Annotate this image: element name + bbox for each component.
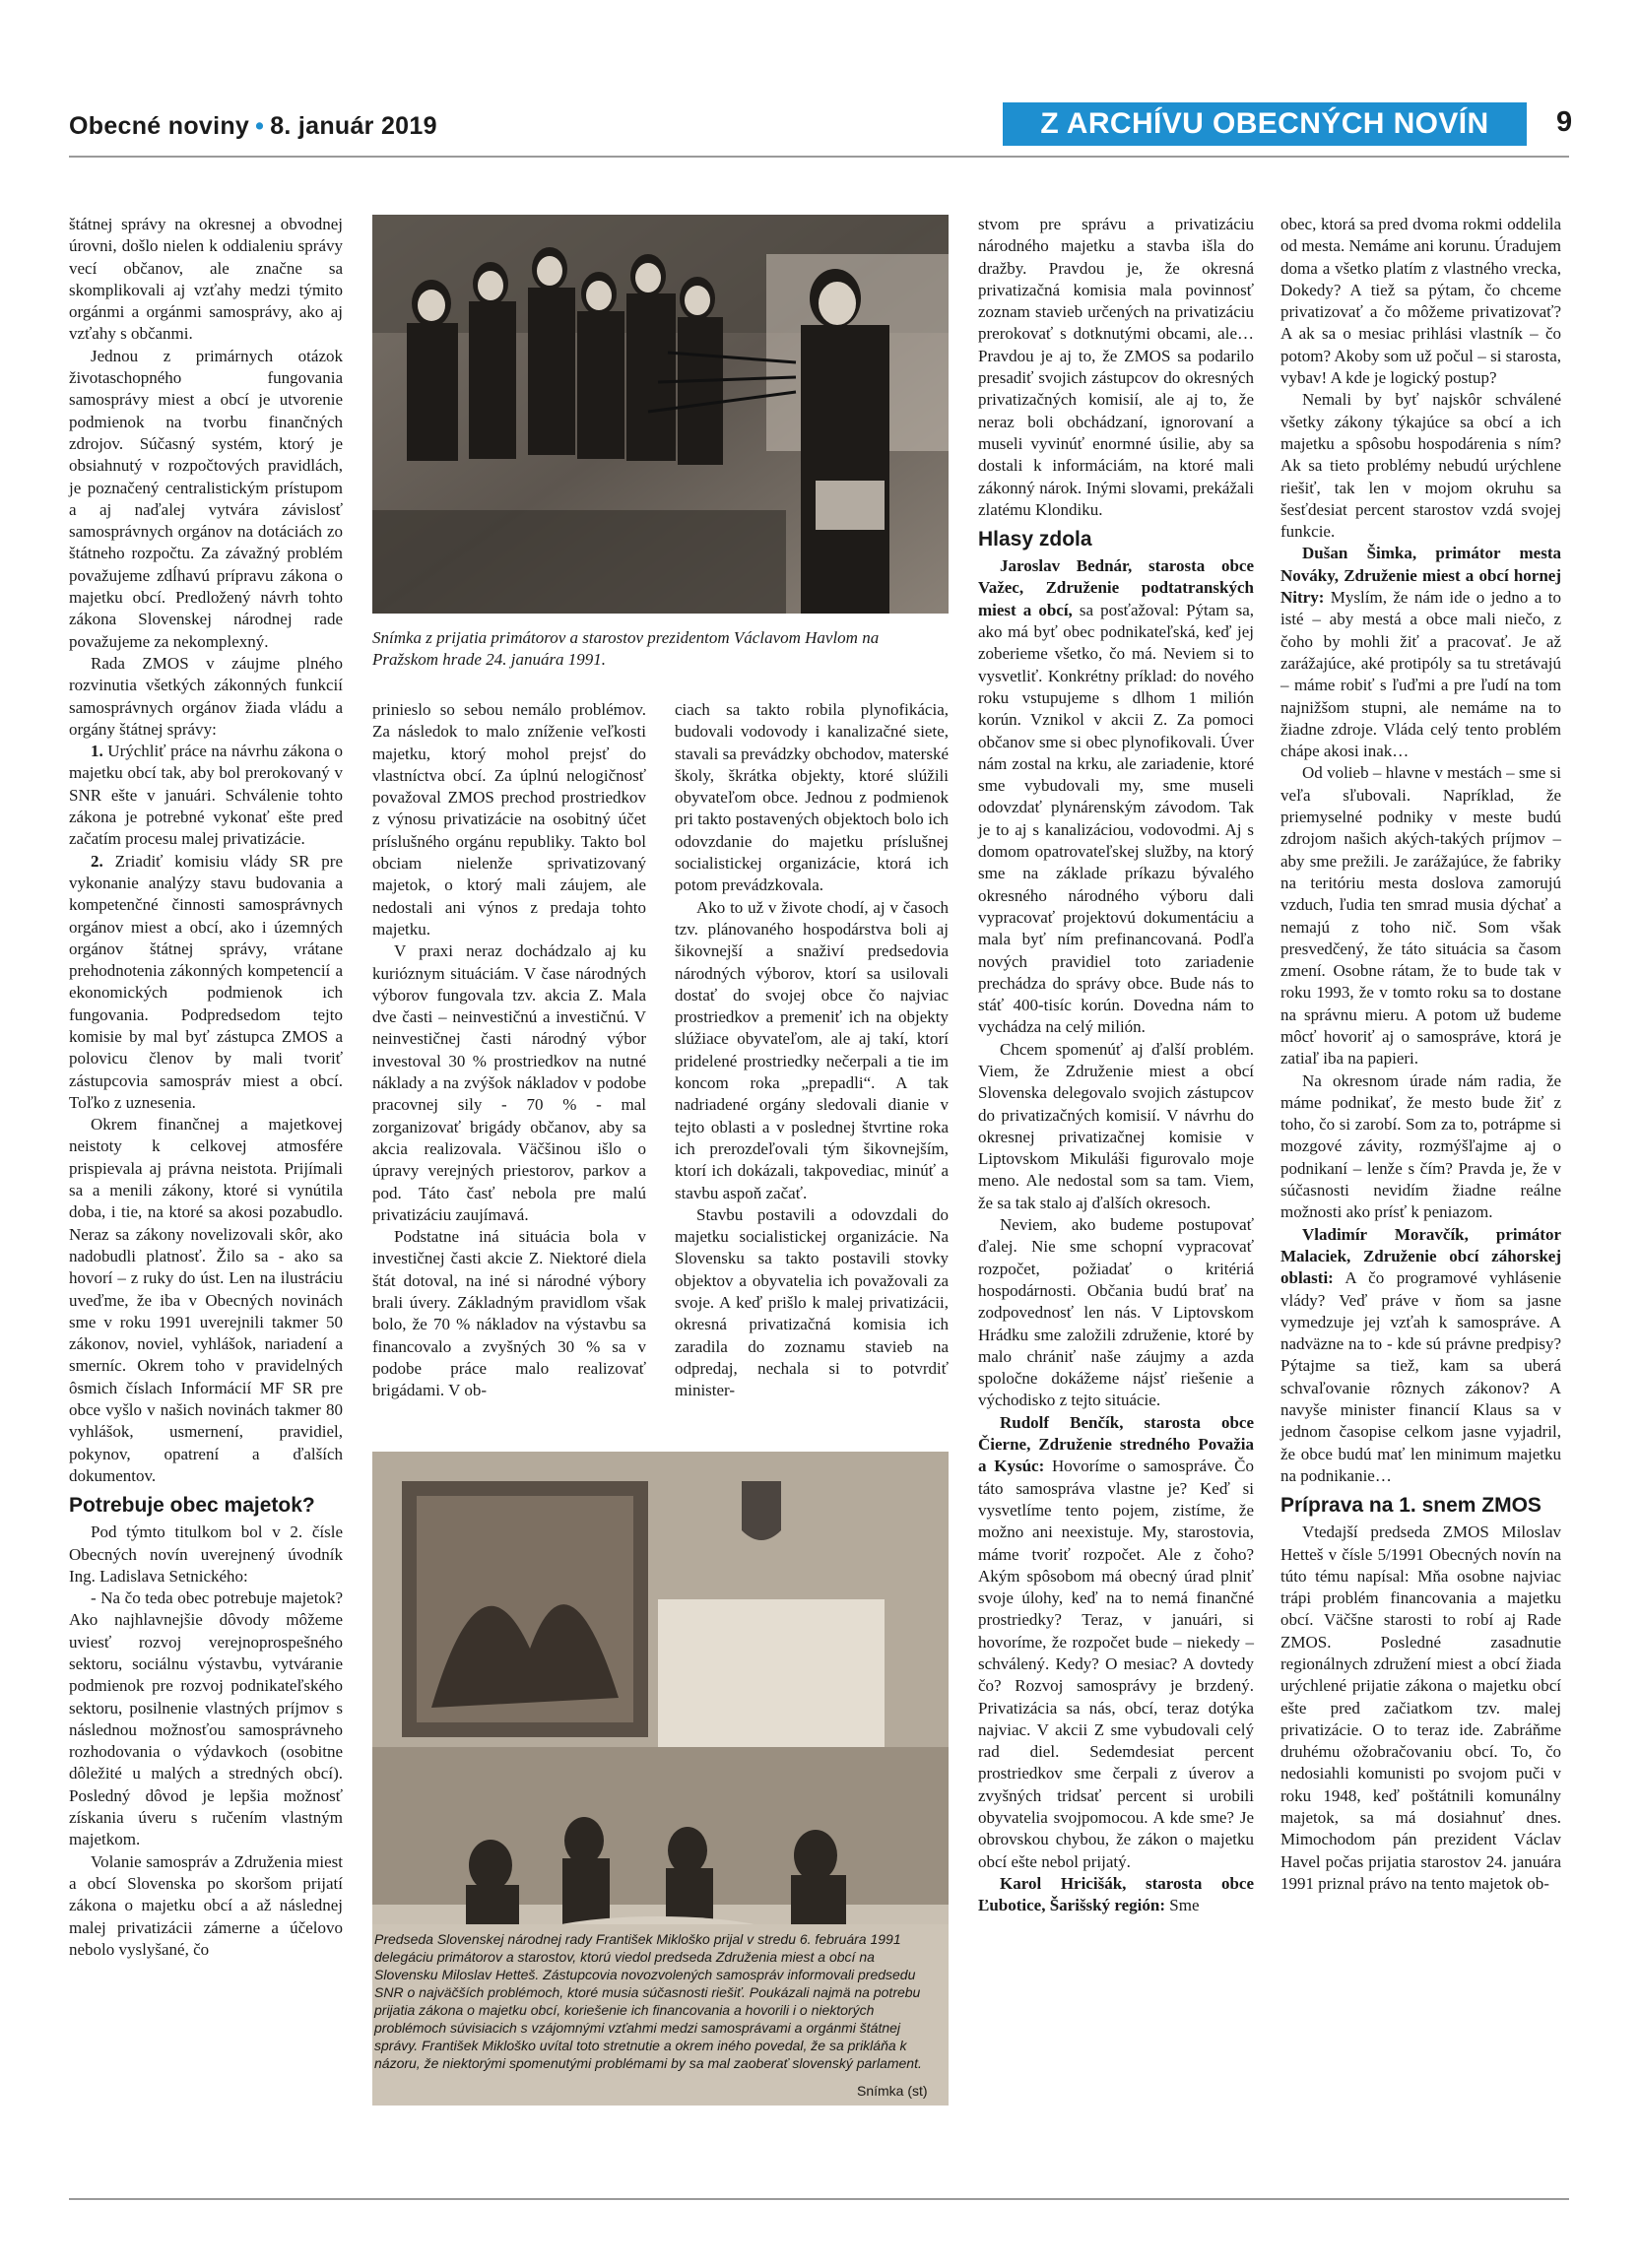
paragraph bbox=[978, 1873, 1254, 1917]
subheading: Príprava na 1. snem ZMOS bbox=[1280, 1494, 1542, 1518]
paragraph: Okrem finančnej a majetkovej neistoty k celkovej atmosfére prispievala aj právna neistota. Prijímali sa a menili zákony, ktoré si vynútila doba, i tie, na ktoré sa akosi pozabudlo. Neraz sa zákony novelizovali skôr, ako nadobudli platnosť. Žilo sa - ako sa hovorí – z ruky do úst. Len na ilustráciu uveďme, že iba v Obecných novinách sme v roku 1991 uverejnili takmer 50 zákonov, noviel, vyhlášok, nariadení a smerníc. Okrem toho v pravidelných ôsmich číslach Informácií MF SR pre obce vyšlo v našich novinách takmer 80 vyhlášok, usmernení, pravidiel, pokynov, opatrení a ďalších dokumentov. bbox=[69, 1115, 343, 1485]
article-column-1 bbox=[69, 214, 343, 1961]
paragraph-text: Myslím, že nám ide o jedno a to isté – aby mestá a obce mali niečo, z čoho by mohli žiť a pracovať. Je až zarážajúce, aké protipóly sa tu stretávajú – máme robiť s ľuďmi a pre ľudí na tom najnižšom stupni, ale nemáme na to žiadne zdroje. Vláda celý tento problém chápe akosi inak… bbox=[1280, 588, 1561, 761]
paragraph: Vtedajší predseda ZMOS Miloslav Hetteš v čísle 5/1991 Obecných novín na túto tému napísal: Mňa osobne najviac trápi problém financovania a majetku obcí. Väčšne starosti to robí aj Rade ZMOS. Posledné zasadnutie regionálnych združení miest a obcí žiada urýchlené prijatie zákona o majetku obcí ešte pred začiatkom tzv. malej privatizácie. O to teraz ide. Zabráňme druhému ožobračovaniu obcí. To, čo nedosiahli komunisti po svojom puči v roku 1948, keď poštátnili komunálny majetok, sa má dosiahnuť dnes. Mimochodom pán prezident Václav Havel počas prijatia starostov 24. januára 1991 priznal právo na tento majetok ob- bbox=[1280, 1523, 1561, 1893]
issue-date: 8. január 2019 bbox=[270, 112, 437, 140]
paragraph-text: sa posťažoval: Pýtam sa, ako má byť obec podnikateľská, keď jej zoberieme všetko, čo má. Neviem si to vysvetliť. Konkrétny príklad: do nového roku vstupujeme s dlhom 1 milión korún. Vznikol v akcii Z. Za pomoci občanov sme si obec plynofikovali. Úver nám zostal na krku, ale zariadenie, ktoré sme vybudovali my, sme museli odovzdať plynárenským závodom. Tak je to aj s kanalizáciou, vodovodmi. Aj s domom opatrovateľskej služby, na ktorý sme na základe príkazu bývalého okresného národného výboru dali vypracovať projektovú dokumentáciu a mala byť ním prefinancovaná. Podľa nových pravidiel toto zariadenie prechádza do správy obce. Bude nás to stáť 400-tisíc korún. Dovedna nám to vychádza na celý milión. bbox=[978, 600, 1254, 1037]
speaker-name: Karol Hricišák, starosta obce Ľubotice, Šarišský región: bbox=[978, 1873, 1254, 1915]
photo-havel-reception bbox=[372, 215, 949, 614]
section-title: Z ARCHÍVU OBECNÝCH NOVÍN bbox=[1003, 102, 1527, 146]
paragraph: ciach sa takto robila plynofikácia, budovali vodovody i kanalizačné siete, stavali sa prevádzky obchodov, materské školy, škrátka objekty, ktoré slúžili obyvateľom obce. Jednou z podmienok pri takto postavených objektoch bolo ich odovzdanie do majetku príslušnej socialistickej organizácie, ktorá ich potom prevádzkovala. bbox=[675, 700, 949, 895]
paragraph: Chcem spomenúť aj ďalší problém. Viem, že Združenie miest a obcí Slovenska delegovalo svojich zástupcov do privatizačných komisií. V návrhu do okresnej privatizačnej komisie v Liptovskom Mikuláši figurovalo moje meno. Ale nedostal som sa tam. Viem, že sa tak stalo aj ďalších okresoch. bbox=[978, 1039, 1254, 1212]
subheading: Potrebuje obec majetok? bbox=[69, 1494, 315, 1518]
paragraph bbox=[1280, 1224, 1561, 1488]
paragraph: Ako to už v živote chodí, aj v časoch tzv. plánovaného hospodárstva boli aj šikovnejší a snaživí predsedovia národných výborov, ktorí sa usilovali dostať do svojej obce čo najviac prostriedkov a premeniť ich na objekty slúžiace obyvateľom, ale aj takí, ktorí pridelené prostriedky nečerpali a tie im koncom roka „prepadli“. A tak nadriadené orgány sledovali dianie v tejto oblasti a v poslednej štvrtine roka ich prerozdeľovali tým šikovnejším, ktorí ich dokázali, takpovediac, minúť a stavbu aspoň začať. bbox=[675, 897, 949, 1202]
paragraph bbox=[978, 555, 1254, 1039]
article-column-2 bbox=[372, 699, 646, 1402]
article-column-5 bbox=[1280, 214, 1561, 1895]
paragraph: Pod týmto titulkom bol v 2. čísle Obecných novín uverejnený úvodník Ing. Ladislava Setnického: bbox=[69, 1523, 343, 1586]
speaker-name: Vladimír Moravčík, primátor Malaciek, Združenie obcí záhorskej oblasti: bbox=[1280, 1224, 1561, 1288]
paragraph bbox=[1280, 543, 1561, 762]
photo-printed-caption: Predseda Slovenskej národnej rady František Mikloško prijal v stredu 6. februára 1991 delegáciu primátorov a starostov, ktorú viedol predseda Združenia miest a obcí na Slovensku Miloslav Hetteš. Zástupcovia novozvolených samospráv informovali predsedu SNR o najväčších problémoch, ktoré musia súčasnosti riešiť. Poukázali najmä na potrebu prijatia zákona o majetku obcí, koriešenie ich financovania a hovorili i o niektorých problémoch súvisiacich s vzájomnými vzťahmi medzi samosprávami a orgánmi štátnej správy. František Mikloško uvítal toto stretnutie a okrem iného povedal, že sa prikláňa k názoru, že niektorými spomenutými problémami by sa mal zaoberať slovenský parlament. bbox=[374, 1931, 922, 2071]
paragraph: Rada ZMOS v záujme plného rozvinutia všetkých zákonných funkcií samosprávnych orgánov žiada vládu a orgány štátnej správy: bbox=[69, 653, 343, 739]
paragraph: štátnej správy na okresnej a obvodnej úrovni, došlo nielen k oddialeniu správy vecí občanov, ale značne sa skomplikovali aj vzťahy medzi týmito orgánmi a orgánmi samosprávy, ako aj vzťahy s občanmi. bbox=[69, 215, 343, 344]
subheading: Hlasy zdola bbox=[978, 528, 1092, 551]
list-number: 2. bbox=[91, 851, 103, 871]
paragraph-text: A čo programové vyhlásenie vlády? Veď práve v ňom sa jasne vymedzuje jej vzťah k samospráve. A nadväzne na to - kde sú právne predpisy? Pýtajme sa tiež, kam sa uberá schvaľovanie rôznych zákonov? A navyše minister financií Klaus sa v jednom časopise celkom jasne vyjadril, že obce budú mať len minimum majetku na podnikanie… bbox=[1280, 1268, 1561, 1485]
paragraph: Jednou z primárnych otázok životaschopného fungovania samosprávy miest a obcí je utvorenie podmienok na tvorbu finančných zdrojov. Súčasný systém, ktorý je obsiahnutý v rozpočtových pravidlách, je poznačený centralistickým prístupom a aj naďalej vytvára závislosť samosprávnych orgánov na dotáciách zo štátneho rozpočtu. Za závažný problém považujeme zdĺhavú prípravu zákona o majetku obcí. Predložený návrh tohto zákona Slovenskej národnej rade považujeme za nekomplexný. bbox=[69, 346, 343, 651]
speaker-name: Rudolf Benčík, starosta obce Čierne, Združenie stredného Považia a Kysúc: bbox=[978, 1412, 1254, 1476]
paper-name: Obecné noviny bbox=[69, 112, 250, 140]
paragraph: obec, ktorá sa pred dvoma rokmi oddelila od mesta. Nemáme ani korunu. Úradujem doma a všetko platím z vlastného vrecka, Dokedy? A tiež sa pýtam, čo chceme privatizovať a čo môžeme privatizovať? A ak sa o mesiac prihlási vlastník – čo potom? Akoby som už počul – si starosta, vybav! A kde je logický postup? bbox=[1280, 215, 1561, 388]
paragraph bbox=[69, 741, 343, 850]
paragraph bbox=[978, 1412, 1254, 1873]
photo-image bbox=[372, 215, 949, 614]
paragraph: Podstatne iná situácia bola v investičnej časti akcie Z. Niektoré diela štát dotoval, na iné si národné výbory brali úvery. Základným pravidlom však bolo, že 70 % nákladov na výstavbu sa financovalo a zvyšných 30 % sa v podobe práce malo realizovať brigádami. V ob- bbox=[372, 1227, 646, 1400]
footer-divider bbox=[69, 2198, 1569, 2200]
paragraph: Nemali by byť najskôr schválené všetky zákony týkajúce sa obcí a ich majetku a spôsobu hospodárenia s ním? Ak sa tieto problémy nebudú urýchlene riešiť, tak len v mojom okruhu sa šesťdesiat percent starostov vzdá svojej funkcie. bbox=[1280, 390, 1561, 542]
paragraph-text: Hovoríme o samospráve. Čo táto samospráva vlastne je? Keď si vysvetlíme tento pojem, zistíme, že možno ani neexistuje. My, starostovia, máme tvoriť rozpočet. Ale z čoho? Akým spôsobom má obecný úrad plniť svoje úlohy, keď na to nemá finančné prostriedky? Teraz, v januári, si hovoríme, že rozpočet bude – niekedy – schválený. Kedy? O mesiac? A dovtedy čo? Rozvoj samosprávy je brzdený. Privatizácia sa nás, obcí, teraz dotýka najviac. V akcii Z sme vybudovali celý rad diel. Sedemdesiat percent prostriedkov sme čerpali z úverov a zvyšných tridsať percent si urobili obyvatelia svojpomocou. A kde sme? Je obrovskou chybou, že zákon o majetku obcí ešte nebol prijatý. bbox=[978, 1457, 1254, 1871]
paragraph-text: Zriadiť komisiu vlády SR pre vykonanie analýzy stavu budovania a kompetenčné činnosti samosprávnych orgánov miest a obcí, ako i územných orgánov štátnej správy, vrátane prehodnotenia zákonných kompetencií a ekonomických podmienok ich fungovania. Podpredsedom tejto komisie by mal byť zástupca ZMOS a polovicu členov by mali tvoriť zástupcovia samospráv miest a obcí. Toľko z uznesenia. bbox=[69, 851, 343, 1112]
paragraph: Stavbu postavili a odovzdali do majetku socialistickej organizácie. Na Slovensku sa takto postavili stovky objektov a obyvatelia ich považovali za svoje. A keď prišlo k malej privatizácii, okresná privatizačná komisia ich zaradila do zoznamu stavieb na odpredaj, nechala si to potvrdiť minister- bbox=[675, 1204, 949, 1400]
paragraph: - Na čo teda obec potrebuje majetok? Ako najhlavnejšie dôvody môžeme uviesť rozvoj verejnoprospešného sektoru, sociálnu výstavbu, vytváranie podmienok pre rozvoj podnikateľského sektoru, posilnenie vlastných príjmov s následnou možnosťou samosprávneho rozhodovania o výdavkoch (osobitne dôležité u malých a stredných obcí). Posledný dôvod je lepšia možnosť získania úveru s ručením vlastným majetkom. bbox=[69, 1588, 343, 1849]
page-header bbox=[69, 102, 1606, 152]
bullet-separator: • bbox=[255, 112, 265, 140]
paragraph: Na okresnom úrade nám radia, že máme podnikať, že mesto bude žiť z toho, čo si zarobí. Som za to, potrápme si mozgové závity, rozmýšľajme aj o podnikaní – lenže s čím? Pravda je, že v súčasnosti nevidím žiadne reálne možnosti ako prísť k peniazom. bbox=[1280, 1070, 1561, 1222]
paragraph bbox=[69, 851, 343, 1115]
paragraph-text: Sme bbox=[1165, 1896, 1200, 1915]
paper-masthead bbox=[69, 112, 437, 141]
paragraph: Volanie samospráv a Združenia miest a obcí Slovenska po skoršom prijatí zákona o majetku obcí a až následnej malej privatizácii zámerne a účelovo nebolo vyslyšané, čo bbox=[69, 1851, 343, 1959]
photo-caption: Snímka z prijatia primátorov a starostov prezidentom Václavom Havlom na Pražskom hrade 24. januára 1991. bbox=[372, 628, 880, 669]
page-number: 9 bbox=[1556, 106, 1573, 138]
header-divider bbox=[69, 156, 1569, 158]
article-column-4 bbox=[978, 214, 1254, 1917]
paragraph: Neviem, ako budeme postupovať ďalej. Nie sme schopní vypracovať rozpočet, požiadať o kritériá hospodárnosti. Občania budú brať na zodpovednosť len nás. V Liptovskom Hrádku sme založili združenie, ktoré by malo chrániť naše záujmy a azda spoločne dokážeme nájsť riešenie a východisko z tejto situácie. bbox=[978, 1215, 1254, 1410]
photo-credit: Snímka (st) bbox=[857, 2083, 928, 2099]
paragraph: prinieslo so sebou nemálo problémov. Za následok to malo zníženie veľkosti majetku, ktorý mohol prejsť do vlastníctva obcí. Za úplnú nelogičnosť považoval ZMOS prechod prostriedkov z výnosu privatizácie na osobitný účet príslušného orgánu republiky. Takto bol obciam nielenže sprivatizovaný majetok, o ktorý mali záujem, ale nedostali ani výnos z predaja tohto majetku. bbox=[372, 700, 646, 939]
paragraph: V praxi neraz dochádzalo aj ku kurióznym situáciám. V čase národných výborov fungovala tzv. akcia Z. Mala dve časti – neinvestičnú a investičnú. V neinvestičnej časti národný výbor investoval 30 % prostriedkov na nutné náklady a na zvýšok nákladov v podobe pracovnej sily - 70 % - mal zorganizovať brigády občanov, aby sa akcia realizovala. Väčšinou išlo o úpravy verejných priestorov, parkov a pod. Táto časť nebola pre malú privatizáciu zaujímavá. bbox=[372, 941, 646, 1224]
speaker-name: Dušan Šimka, primátor mesta Nováky, Združenie miest a obcí hornej Nitry: bbox=[1280, 544, 1561, 608]
paragraph-text: Urýchliť práce na návrhu zákona o majetku obcí tak, aby bol prerokovaný v SNR ešte v januári. Schválenie tohto zákona je potrebné vykonať ešte pred začatím procesu malej privatizácie. bbox=[69, 742, 343, 849]
article-column-3 bbox=[675, 699, 949, 1402]
list-number: 1. bbox=[91, 742, 103, 761]
paragraph: Od volieb – hlavne v mestách – sme si veľa sľubovali. Napríklad, že priemyselné podniky v meste budú zdrojom našich akých-takých príjmov – aby sme prežili. Je zarážajúce, že fabriky na teritóriu mesta doslova zamorujú vzduch, ľudia ten smrad musia dýchať a nemajú z toho nič. Som však presvedčený, že táto situácia sa časom zmení. Osobne rátam, že to bude tak v roku 1993, že v tomto roku sa to dostane na správnu mieru. A potom už budeme môcť hovoriť aj o samospráve, ktorá je zatiaľ iba na papieri. bbox=[1280, 763, 1561, 1069]
paragraph: stvom pre správu a privatizáciu národného majetku a stavba išla do dražby. Pravdou je, že okresná privatizačná komisia mala povinnosť zoznam stavieb určených na privatizáciu prerokovať s dotknutými obcami, ale… Pravdou je aj to, že ZMOS sa podarilo presadiť svojich zástupcov do okresných privatizačných komisií, ale aj to, že neraz boli obchádzaní, ignorovaní a museli vyvinúť enormné úsilie, aby sa dostali k informáciám, na ktoré mali zákonný nárok. Inými slovami, prekážali zlatému Klondiku. bbox=[978, 215, 1254, 519]
speaker-name: Jaroslav Bednár, starosta obce Važec, Združenie podtatranských miest a obcí, bbox=[978, 556, 1254, 619]
